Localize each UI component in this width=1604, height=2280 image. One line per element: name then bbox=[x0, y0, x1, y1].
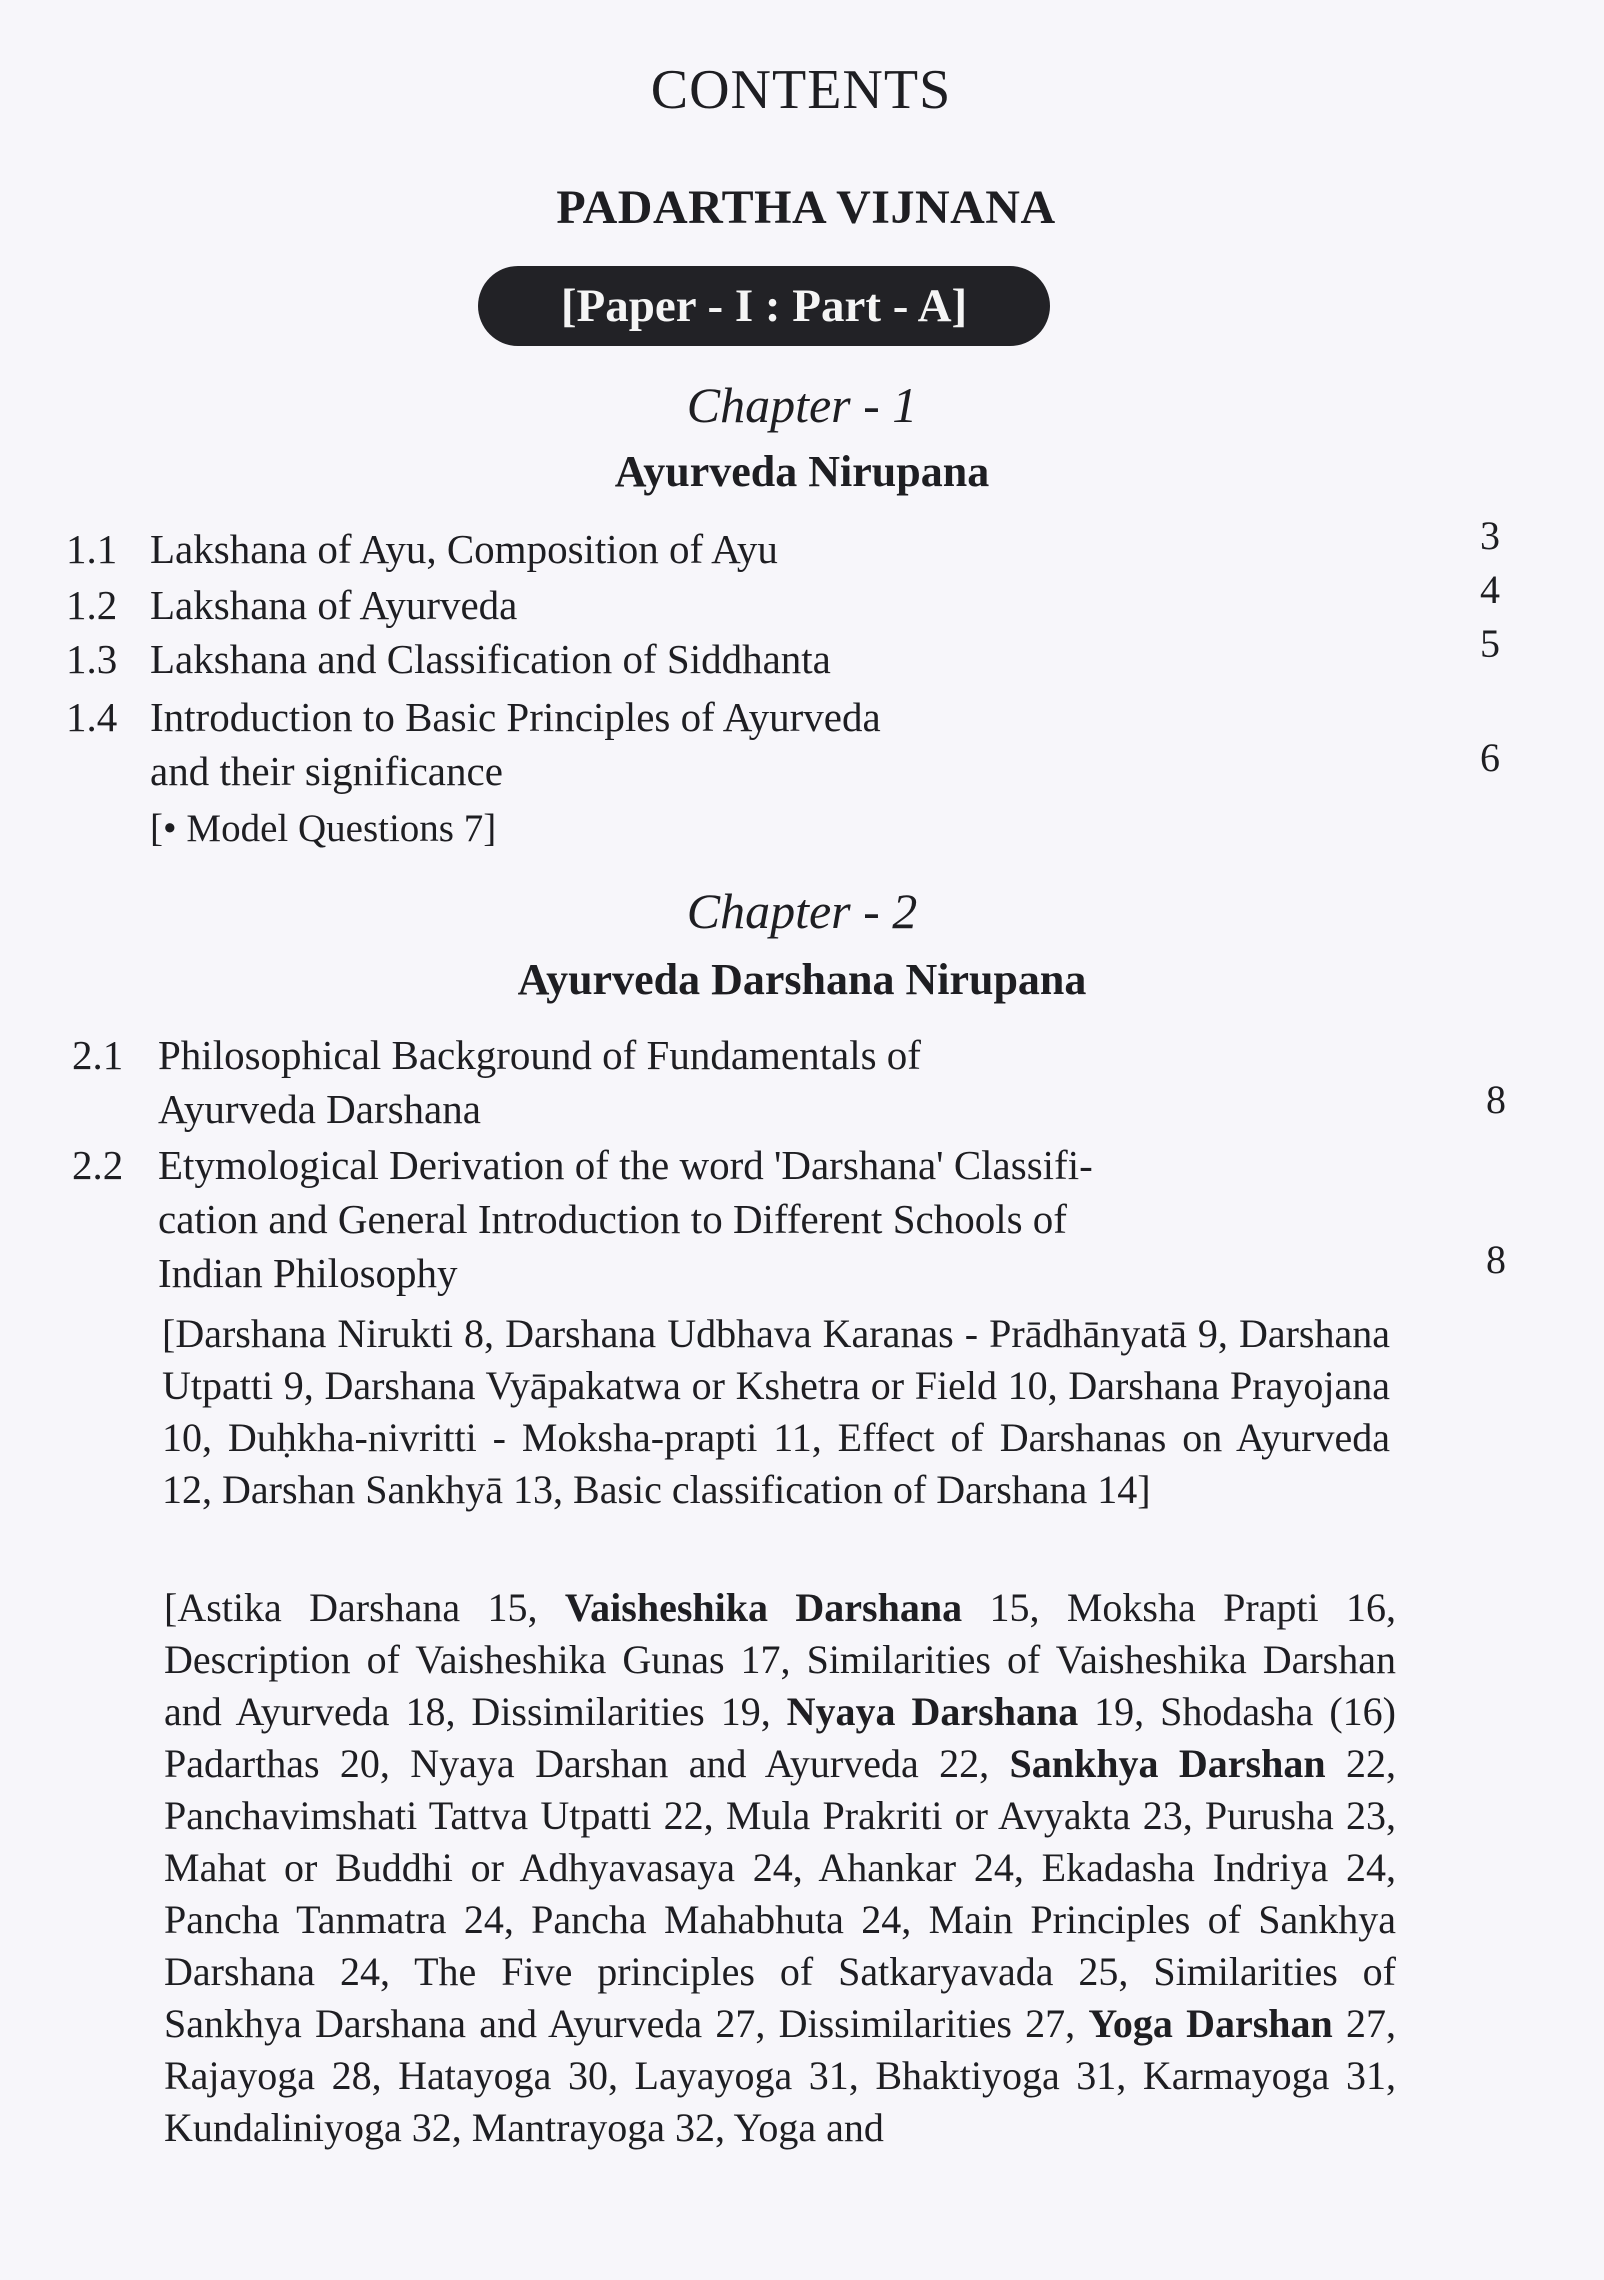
entry-page-number: 5 bbox=[1480, 621, 1500, 666]
chapter-1-title: Ayurveda Nirupana bbox=[614, 447, 990, 496]
darshana-heading-inline: Yoga Darshan bbox=[1088, 2001, 1333, 2046]
subtopic-text: 22, Panchavimshati Tattva Utpatti 22, Mula Prakriti or Avyakta 23, Purusha 23, Mahat or Buddhi or Adhyavasaya 24, Ahankar 24, Ekadasha Indriya 24, Pancha Tanmatra 24, Pancha Mahabhuta 24, Main Principles of Sankhya Darshana 24, The Five principles of Satkaryavada 25, Similarities of Sankhya Darshana and Ayurveda 27, Dissimilarities 27, bbox=[164, 1741, 1397, 2046]
entry-page-number: 6 bbox=[1480, 735, 1500, 780]
toc-entry-1-3[interactable] bbox=[66, 632, 1066, 686]
chapter-2-subtopics-paragraph-1: [Darshana Nirukti 8, Darshana Udbhava Karanas - Prādhānyatā 9, Darshana Utpatti 9, Darshana Vyāpakatwa or Kshetra or Field 10, Darshana Prayojana 10, Duḥkha-nivritti - Moksha-prapti 11, Effect of Darshanas on Ayurveda 12, Darshan Sankhyā 13, Basic classification of Darshana 14] bbox=[162, 1311, 1390, 1512]
entry-number: 2.2 bbox=[72, 1142, 124, 1188]
entry-title: Lakshana and Classification of Siddhanta bbox=[150, 636, 831, 682]
darshana-heading-inline: Vaisheshika Darshana bbox=[564, 1585, 963, 1630]
entry-number: 2.1 bbox=[72, 1032, 124, 1078]
entry-number: 1.2 bbox=[66, 582, 118, 628]
subtopic-text: 19, Shodasha (16) Padarthas 20, Nyaya Darshan and Ayurveda 22, bbox=[164, 1689, 1397, 1786]
entry-page-number: 8 bbox=[1486, 1077, 1506, 1122]
entry-number: 1.3 bbox=[66, 636, 118, 682]
darshana-heading-inline: Sankhya Darshan bbox=[1009, 1741, 1326, 1786]
entry-number: 1.4 bbox=[66, 694, 118, 740]
chapter-2-label: Chapter - 2 bbox=[686, 883, 918, 939]
paper-badge: [Paper - I : Part - A] bbox=[478, 266, 1050, 346]
chapter-2-title: Ayurveda Darshana Nirupana bbox=[517, 955, 1087, 1004]
model-questions: [• Model Questions 7] bbox=[150, 807, 497, 850]
toc-entry-2-2[interactable] bbox=[72, 1138, 1372, 1300]
darshana-heading-inline: Nyaya Darshana bbox=[786, 1689, 1079, 1734]
subtopic-text: 27, Rajayoga 28, Hatayoga 30, Layayoga 31, Bhaktiyoga 31, Karmayoga 31, Kundaliniyoga 32, Mantrayoga 32, Yoga and bbox=[164, 2001, 1397, 2150]
entry-number: 1.1 bbox=[66, 526, 118, 572]
toc-entry-2-1[interactable] bbox=[72, 1028, 1272, 1136]
entry-title-line-1: Philosophical Background of Fundamentals of bbox=[158, 1032, 921, 1078]
entry-title-line-2: and their significance bbox=[150, 748, 503, 794]
entry-page-number: 4 bbox=[1480, 567, 1500, 612]
contents-heading: CONTENTS bbox=[650, 59, 952, 121]
entry-title-line-3: Indian Philosophy bbox=[158, 1250, 458, 1296]
toc-entry-1-1[interactable] bbox=[66, 522, 1066, 576]
entry-page-number: 3 bbox=[1480, 513, 1500, 558]
toc-entry-1-4[interactable] bbox=[66, 690, 1166, 798]
toc-entry-1-2[interactable] bbox=[66, 578, 1066, 632]
chapter-1-label: Chapter - 1 bbox=[686, 377, 918, 433]
chapter-2-subtopics-paragraph-2 bbox=[164, 1582, 1396, 2154]
entry-title-line-2: cation and General Introduction to Different Schools of bbox=[158, 1196, 1067, 1242]
subtopic-text: 15, Moksha Prapti 16, Description of Vaisheshika Gunas 17, Similarities of Vaisheshika Darshan and Ayurveda 18, Dissimilarities 19, bbox=[164, 1585, 1396, 1734]
subtopic-text: [Astika Darshana 15, bbox=[164, 1585, 565, 1630]
entry-title-line-1: Introduction to Basic Principles of Ayurveda bbox=[150, 694, 881, 740]
entry-title: Lakshana of Ayu, Composition of Ayu bbox=[150, 526, 778, 572]
entry-page-number: 8 bbox=[1486, 1237, 1506, 1282]
entry-title-line-1: Etymological Derivation of the word 'Darshana' Classifi- bbox=[158, 1142, 1093, 1188]
book-title: PADARTHA VIJNANA bbox=[556, 181, 1056, 234]
entry-title-line-2: Ayurveda Darshana bbox=[158, 1086, 481, 1132]
entry-title: Lakshana of Ayurveda bbox=[150, 582, 518, 628]
